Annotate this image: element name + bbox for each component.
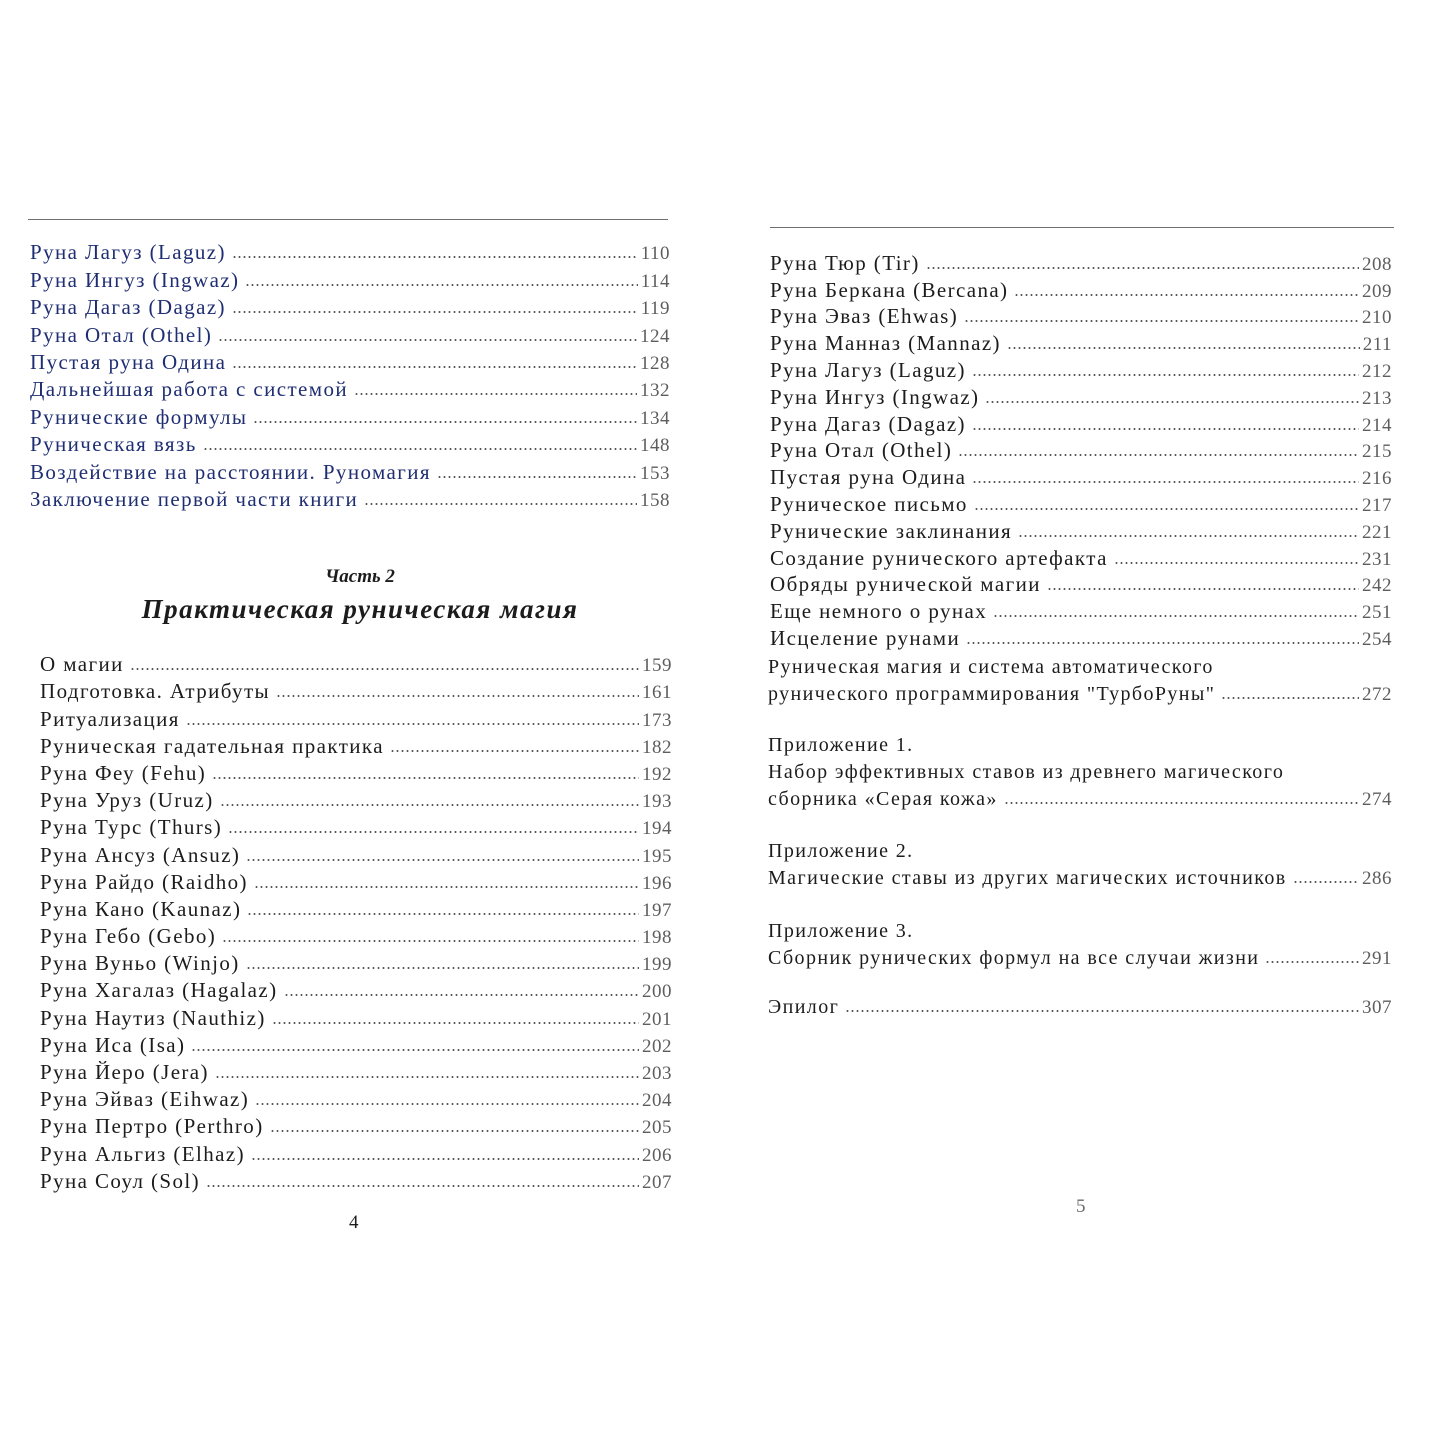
toc-entry-page: 192 — [642, 763, 672, 785]
toc-entry-page: 231 — [1362, 548, 1392, 570]
toc-entry[interactable] — [40, 1031, 672, 1058]
toc-entry-title: рунического программирования "ТурбоРуны" — [768, 683, 1216, 705]
toc-entry-page: 203 — [642, 1063, 672, 1084]
toc-entry-title: Рунические формулы — [30, 404, 248, 429]
toc-entry-title: Руническая гадательная практика — [40, 733, 384, 758]
toc-entry-title: Руна Беркана (Bercana) — [770, 277, 1009, 302]
toc-entry-title: Руна Дагаз (Dagaz) — [30, 295, 226, 320]
dot-leader — [1018, 534, 1359, 538]
page-number: 5 — [1076, 1196, 1086, 1217]
toc-entry[interactable] — [770, 624, 1392, 651]
toc-entry-title: Руна Йеро (Jera) — [40, 1060, 209, 1084]
toc-entry[interactable] — [770, 517, 1392, 544]
toc-entry[interactable] — [770, 490, 1392, 517]
toc-entry[interactable] — [40, 1003, 672, 1030]
right-page — [722, 0, 1445, 1445]
dot-leader — [993, 614, 1359, 618]
toc-entry-title: Пустая руна Одина — [30, 349, 227, 374]
toc-entry-title: Руна Ансуз (Ansuz) — [40, 842, 241, 867]
entry-line — [768, 757, 1392, 784]
toc-entry-title: Руна Эваз (Ehwas) — [770, 304, 959, 329]
dot-leader — [845, 1009, 1359, 1013]
toc-entry-title: Руна Кано (Kaunaz) — [40, 896, 242, 921]
toc-entry-title: Руна Пертро (Perthro) — [40, 1114, 264, 1139]
toc-entry-page: 204 — [642, 1090, 672, 1112]
toc-entry[interactable] — [770, 329, 1392, 356]
toc-entry-page: 213 — [1362, 387, 1392, 409]
toc-entry-page: 196 — [642, 872, 672, 894]
toc-entry[interactable] — [770, 544, 1392, 571]
toc-entry[interactable] — [770, 571, 1392, 598]
dot-leader — [284, 993, 639, 997]
toc-entry-page: 212 — [1362, 360, 1392, 382]
toc-entry-title: сборника «Серая кожа» — [768, 788, 998, 810]
dot-leader — [1265, 960, 1359, 964]
toc-entry[interactable] — [40, 786, 672, 813]
dot-leader — [191, 1048, 639, 1052]
toc-entry-title: Рунические заклинания — [770, 518, 1013, 543]
toc-entry-title: Руна Турс (Thurs) — [40, 815, 223, 840]
toc-entry-page: 124 — [640, 325, 670, 347]
toc-entry[interactable] — [770, 249, 1392, 276]
toc-entry-title: Руна Тюр (Tir) — [770, 250, 920, 275]
dot-leader — [270, 1129, 639, 1133]
appendix-label: Приложение 1. — [768, 734, 914, 756]
toc-entry-title: О магии — [40, 652, 124, 677]
entry-line — [768, 992, 1392, 1019]
toc-entry-page: 216 — [1362, 468, 1392, 490]
toc-entry-page: 193 — [642, 791, 672, 813]
dot-leader — [1047, 587, 1359, 591]
dot-leader — [1007, 346, 1360, 350]
dot-leader — [974, 507, 1359, 511]
dot-leader — [1221, 696, 1359, 700]
toc-entry-page: 161 — [642, 682, 672, 704]
dot-leader — [390, 749, 639, 753]
toc-entry-page: 182 — [642, 736, 672, 758]
toc-entry-page: 208 — [1362, 253, 1392, 275]
dot-leader — [972, 427, 1359, 431]
dot-leader — [251, 1157, 639, 1161]
entry-line — [768, 679, 1392, 706]
toc-entry[interactable] — [40, 1085, 672, 1112]
toc-entry-title: Руническая вязь — [30, 432, 197, 457]
toc-entry[interactable] — [40, 1112, 672, 1139]
toc-entry-page: 254 — [1362, 628, 1392, 650]
toc-entry-title: Руна Ингуз (Ingwaz) — [30, 267, 240, 292]
toc-entry-epilogue[interactable] — [768, 992, 1392, 1019]
header-rule — [770, 227, 1394, 228]
toc-entry[interactable] — [30, 293, 670, 320]
toc-entry[interactable] — [40, 840, 672, 867]
toc-entry[interactable] — [40, 868, 672, 895]
toc-entry[interactable] — [770, 276, 1392, 303]
toc-entry[interactable] — [770, 383, 1392, 410]
toc-entry[interactable] — [40, 704, 672, 731]
toc-entry[interactable] — [30, 485, 670, 512]
toc-entry-title: Руна Отал (Othel) — [30, 322, 213, 347]
toc-entry[interactable] — [40, 759, 672, 786]
toc-entry[interactable] — [770, 597, 1392, 624]
dot-leader — [972, 373, 1359, 377]
toc-entry-title: Руна Манназ (Mannaz) — [770, 331, 1001, 356]
dot-leader — [186, 722, 639, 726]
toc-entry-title: Руна Альгиз (Elhaz) — [40, 1141, 245, 1166]
toc-entry-page: 217 — [1362, 494, 1392, 516]
toc-entry-page: 158 — [640, 489, 670, 511]
toc-entry-title: Дальнейшая работа с системой — [30, 377, 348, 402]
dot-leader — [1004, 801, 1359, 805]
toc-entry-page: 114 — [640, 270, 670, 292]
toc-entry-page: 173 — [642, 709, 672, 731]
toc-entry-page: 148 — [640, 435, 670, 457]
toc-entry-title: Сборник рунических формул на все случаи жизни — [768, 947, 1260, 969]
toc-entry-page: 128 — [640, 352, 670, 374]
dot-leader — [246, 858, 639, 862]
toc-entry-title: Руна Вуньо (Winjo) — [40, 951, 240, 976]
toc-entry-page: 286 — [1362, 868, 1392, 889]
toc-entry-title: Руническая магия и система автоматического — [768, 656, 1214, 678]
toc-entry-page: 201 — [642, 1008, 672, 1030]
toc-entry-page: 221 — [1362, 521, 1392, 543]
toc-entry-page: 207 — [642, 1171, 672, 1193]
toc-list-part1 — [30, 238, 670, 512]
toc-entry-page: 119 — [640, 298, 670, 320]
dot-leader — [253, 420, 637, 424]
toc-entry-title: Руна Гебо (Gebo) — [40, 924, 217, 949]
toc-entry-appendix-1[interactable] — [768, 730, 1392, 811]
dot-leader — [972, 480, 1359, 484]
toc-entry-page: 206 — [642, 1144, 672, 1166]
toc-entry-title: Руна Эйваз (Eihwaz) — [40, 1087, 250, 1112]
toc-entry-page: 209 — [1362, 280, 1392, 302]
dot-leader — [966, 641, 1359, 645]
toc-entry[interactable] — [40, 949, 672, 976]
toc-entry-title: Эпилог — [768, 996, 840, 1018]
dot-leader — [1114, 561, 1359, 565]
toc-entry-page: 251 — [1362, 602, 1392, 624]
dot-leader — [222, 939, 639, 943]
toc-entry-title: Руна Лагуз (Laguz) — [770, 357, 966, 382]
dot-leader — [232, 255, 638, 259]
toc-entry-page: 159 — [642, 655, 672, 677]
toc-entry-title: Руна Дагаз (Dagaz) — [770, 411, 966, 436]
toc-entry[interactable] — [770, 463, 1392, 490]
toc-entry[interactable] — [40, 1058, 672, 1085]
toc-entry-title: Обряды рунической магии — [770, 572, 1041, 597]
toc-entry[interactable] — [40, 976, 672, 1003]
dot-leader — [203, 447, 637, 451]
toc-entry-title: Еще немного о рунах — [770, 599, 988, 624]
toc-entry[interactable] — [30, 402, 670, 429]
toc-entry[interactable] — [40, 895, 672, 922]
dot-leader — [212, 776, 639, 780]
toc-entry-title: Руна Лагуз (Laguz) — [30, 240, 226, 265]
toc-entry[interactable] — [770, 303, 1392, 330]
dot-leader — [272, 1021, 639, 1025]
toc-entry[interactable] — [30, 238, 670, 265]
toc-entry[interactable] — [40, 922, 672, 949]
dot-leader — [354, 392, 637, 396]
toc-entry[interactable] — [30, 265, 670, 292]
toc-entry[interactable] — [770, 356, 1392, 383]
dot-leader — [1014, 293, 1359, 297]
toc-entry-title: Руна Наутиз (Nauthiz) — [40, 1005, 266, 1030]
toc-entry[interactable] — [30, 430, 670, 457]
toc-entry-page: 200 — [642, 981, 672, 1003]
toc-entry[interactable] — [30, 348, 670, 375]
toc-entry-title: Руна Ингуз (Ingwaz) — [770, 384, 980, 409]
dot-leader — [228, 830, 639, 834]
toc-entry-title: Магические ставы из других магических источников — [768, 867, 1287, 889]
dot-leader — [220, 803, 639, 807]
toc-entry-title: Подготовка. Атрибуты — [40, 679, 271, 704]
header-rule — [28, 219, 668, 220]
toc-entry-page: 199 — [642, 954, 672, 976]
entry-line — [768, 836, 1392, 863]
toc-entry-title: Руна Феу (Fehu) — [40, 760, 207, 785]
dot-leader — [247, 912, 639, 916]
dot-leader — [254, 885, 639, 889]
toc-entry-title: Руна Хагалаз (Hagalaz) — [40, 978, 278, 1003]
left-page — [0, 0, 722, 1445]
dot-leader — [245, 283, 637, 287]
entry-line — [768, 943, 1392, 970]
toc-entry-title: Набор эффективных ставов из древнего магического — [768, 761, 1285, 783]
toc-entry-page: 198 — [642, 927, 672, 949]
dot-leader — [276, 694, 639, 698]
toc-entry-page: 307 — [1362, 997, 1392, 1018]
toc-entry[interactable] — [40, 650, 672, 677]
toc-entry-page: 205 — [642, 1117, 672, 1139]
toc-entry-page: 202 — [642, 1035, 672, 1057]
toc-entry-page: 272 — [1362, 684, 1392, 705]
dot-leader — [926, 266, 1359, 270]
toc-entry-title: Заключение первой части книги — [30, 486, 359, 511]
dot-leader — [232, 365, 637, 369]
toc-entry-appendix-3[interactable] — [768, 916, 1392, 970]
entry-line — [768, 730, 1392, 757]
toc-entry[interactable] — [30, 375, 670, 402]
dot-leader — [130, 667, 639, 671]
entry-line — [768, 863, 1392, 890]
dot-leader — [206, 1184, 639, 1188]
entry-line — [768, 784, 1392, 811]
dot-leader — [985, 400, 1359, 404]
toc-entry[interactable] — [30, 457, 670, 484]
toc-entry-appendix-2[interactable] — [768, 836, 1392, 890]
toc-entry-title: Ритуализация — [40, 706, 180, 731]
toc-entry-page: 274 — [1362, 789, 1392, 810]
toc-entry-title: Пустая руна Одина — [770, 465, 967, 490]
dot-leader — [364, 502, 637, 506]
dot-leader — [964, 319, 1359, 323]
toc-entry[interactable] — [40, 1139, 672, 1166]
toc-entry-page: 215 — [1362, 441, 1392, 463]
dot-leader — [1293, 880, 1359, 884]
toc-entry-page: 134 — [640, 407, 670, 429]
page-number: 4 — [349, 1212, 359, 1233]
toc-entry[interactable] — [770, 437, 1392, 464]
toc-entry-turbo-runes[interactable] — [768, 652, 1392, 706]
dot-leader — [232, 310, 638, 314]
toc-entry-page: 291 — [1362, 948, 1392, 969]
toc-entry[interactable] — [770, 410, 1392, 437]
toc-list-part2 — [40, 650, 672, 1194]
toc-entry-title: Руна Райдо (Raidho) — [40, 869, 248, 894]
toc-entry-title: Воздействие на расстоянии. Руномагия — [30, 459, 431, 484]
part-title: Практическая руническая магия — [141, 594, 579, 624]
dot-leader — [958, 453, 1359, 457]
toc-entry-title: Руна Уруз (Uruz) — [40, 788, 214, 813]
toc-entry-page: 197 — [642, 899, 672, 921]
toc-entry-title: Создание рунического артефакта — [770, 545, 1108, 570]
toc-entry-title: Руническое письмо — [770, 491, 968, 516]
toc-entry[interactable] — [40, 732, 672, 759]
toc-entry-page: 210 — [1362, 307, 1392, 329]
toc-entry-page: 153 — [640, 462, 670, 484]
toc-entry[interactable] — [40, 677, 672, 704]
appendix-label: Приложение 3. — [768, 920, 914, 942]
dot-leader — [246, 966, 639, 970]
appendix-label: Приложение 2. — [768, 840, 914, 862]
toc-entry-title: Руна Отал (Othel) — [770, 438, 953, 463]
dot-leader — [215, 1075, 639, 1079]
toc-entry[interactable] — [40, 813, 672, 840]
toc-entry[interactable] — [30, 320, 670, 347]
dot-leader — [218, 338, 637, 342]
toc-entry-page: 242 — [1362, 575, 1392, 597]
toc-entry-page: 195 — [642, 845, 672, 867]
toc-entry-title: Исцеление рунами — [770, 625, 961, 650]
part-label: Часть 2 — [325, 566, 395, 587]
entry-line — [768, 652, 1392, 679]
dot-leader — [437, 475, 637, 479]
toc-entry[interactable] — [40, 1167, 672, 1194]
toc-entry-page: 214 — [1362, 414, 1392, 436]
dot-leader — [255, 1102, 639, 1106]
toc-entry-page: 110 — [640, 243, 670, 265]
toc-entry-page: 194 — [642, 818, 672, 840]
entry-line — [768, 916, 1392, 943]
toc-entry-title: Руна Соул (Sol) — [40, 1168, 201, 1193]
toc-list — [770, 249, 1392, 651]
toc-entry-page: 211 — [1362, 334, 1392, 356]
toc-entry-title: Руна Иса (Isa) — [40, 1032, 186, 1057]
toc-entry-page: 132 — [640, 380, 670, 402]
